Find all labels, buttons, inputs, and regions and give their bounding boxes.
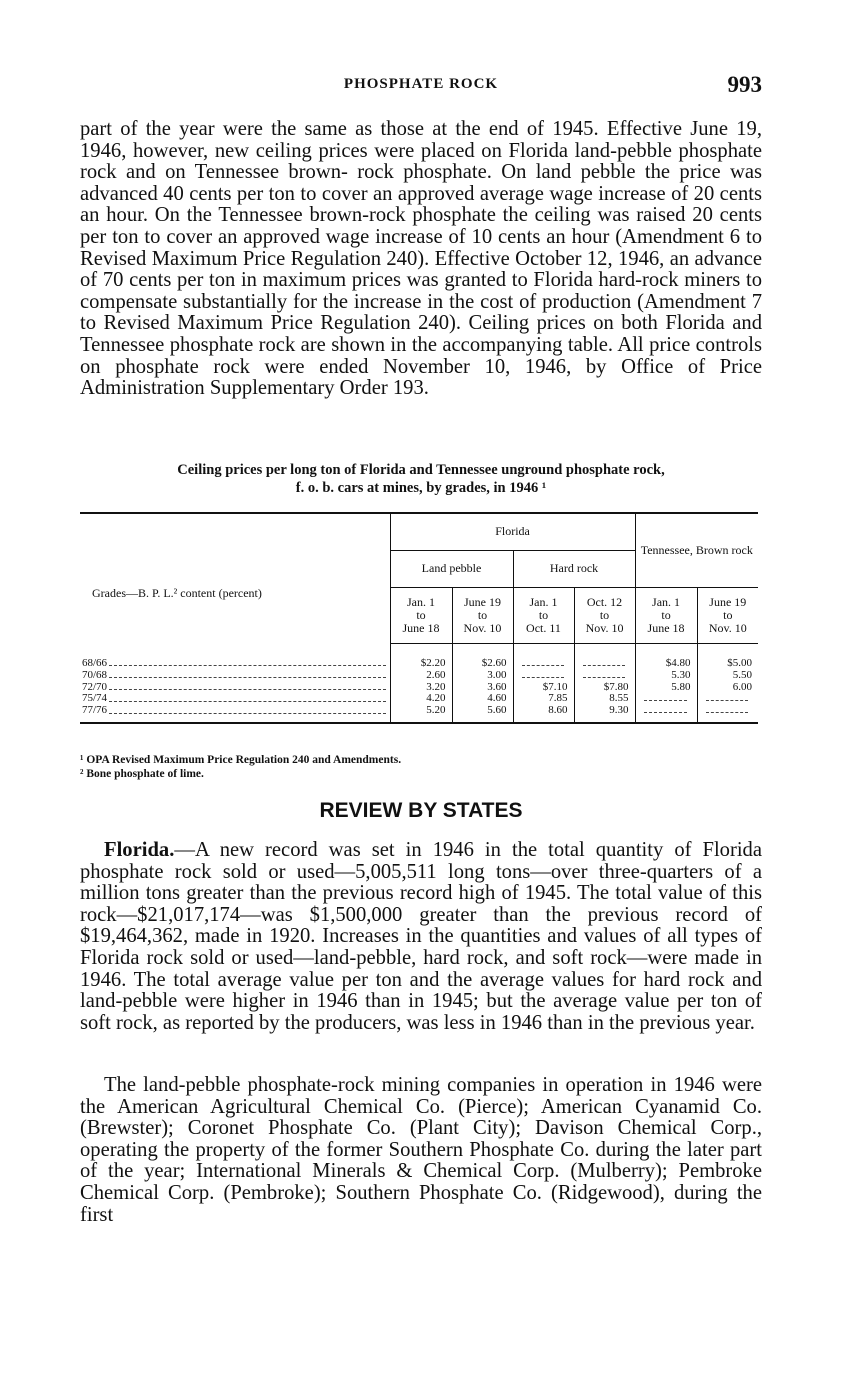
period-header-line: Jan. 1 <box>407 594 435 609</box>
footnote-2: ² Bone phosphate of lime. <box>80 768 204 780</box>
period-header-line: June 19 <box>709 594 747 609</box>
period-header-line: to <box>661 607 671 622</box>
period-header-line: Nov. 10 <box>708 620 747 635</box>
table-row <box>80 643 758 670</box>
price-cell: 8.55 <box>574 693 635 705</box>
table-caption <box>80 461 762 497</box>
grade-label: 77/76 <box>82 705 108 717</box>
price-cell <box>697 705 758 723</box>
period-header-line: Nov. 10 <box>463 620 502 635</box>
price-cell: $2.20 <box>390 643 452 670</box>
section-title: REVIEW BY STATES <box>319 799 523 822</box>
footnote-1: ¹ OPA Revised Maximum Price Regulation 240 and Amendments. <box>80 754 402 766</box>
price-cell: 5.20 <box>390 705 452 723</box>
price-cell: 5.50 <box>697 670 758 682</box>
period-header-line: Oct. 11 <box>526 620 561 635</box>
price-cell: 3.00 <box>452 670 513 682</box>
period-header-line: to <box>723 607 733 622</box>
grade-cell <box>80 693 390 705</box>
grade-cell <box>80 643 390 670</box>
period-header <box>697 587 758 643</box>
period-header-line: to <box>477 607 488 622</box>
running-head: PHOSPHATE ROCK <box>343 76 499 92</box>
period-header-line: Nov. 10 <box>585 620 624 635</box>
empty-dash <box>644 693 687 701</box>
price-cell: 5.60 <box>452 705 513 723</box>
price-cell: $4.80 <box>635 643 697 670</box>
paragraph-land-pebble-companies: The land-pebble phosphate-rock mining companies in operation in 1946 were the American Agricultural Chemical Co. (Pierce); American Cyanamid Co. (Brewster); Coronet Phosphate Co. (Plant City); Davison Chemical Corp., operating the property of the former Southern Phosphate Co. during the later part of the year; International Minerals & Chemical Corp. (Mulberry); Pembroke Chemical Corp. (Pembroke); Southern Phosphate Co. (Ridgewood), during the first <box>80 1074 762 1226</box>
price-cell: 3.60 <box>452 682 513 694</box>
period-header <box>513 587 574 643</box>
paragraph-florida-body: —A new record was set in 1946 in the total quantity of Florida phosphate rock sold or used—5,005,511 long tons—over three-quarters of a million tons greater than the previous record high of 1945. The total value of this rock—$21,017,174—was $1,500,000 greater than the previous record of $19,464,362, made in 1920. Increases in the quantities and values of all types of Florida rock sold or used—land-pebble, hard rock, and soft rock—were made in 1946. The total average value per ton and the average values for hard rock and land-pebble were higher in 1946 than in 1945; but the average value per ton of soft rock, as reported by the producers, was less in 1946 than in the previous year. <box>80 839 762 1034</box>
period-header-line: Jan. 1 <box>529 594 558 609</box>
price-cell <box>574 643 635 670</box>
grade-cell <box>80 705 390 723</box>
price-cell: $7.10 <box>513 682 574 694</box>
empty-dash <box>522 658 564 666</box>
grade-cell <box>80 670 390 682</box>
period-header <box>452 587 513 643</box>
price-cell: 7.85 <box>513 693 574 705</box>
table-row <box>80 693 758 705</box>
grade-cell <box>80 682 390 694</box>
paragraph-price-controls: part of the year were the same as those at the end of 1945. Effective June 19, 1946, however, new ceiling prices were placed on Florida land-pebble phosphate rock and on Tennessee brown- rock phosphate. On land pebble the price was advanced 40 cents per ton to cover an approved average wage increase of 20 cents an hour. On the Tennessee brown-rock phosphate the ceiling was raised 20 cents per ton to cover an approved wage increase of 10 cents an hour (Amendment 6 to Revised Maximum Price Regulation 240). Effective October 12, 1946, an advance of 70 cents per ton in maximum prices was granted to Florida hard-rock miners to compensate substantially for the increase in the cost of production (Amendment 7 to Revised Maximum Price Regulation 240). Ceiling prices on both Florida and Tennessee phosphate rock are shown in the accompanying table. All price controls on phosphate rock were ended November 10, 1946, by Office of Price Administration Supplementary Order 193. <box>80 118 762 400</box>
col-subgroup-hard-rock: Hard rock <box>513 550 635 587</box>
empty-dash <box>583 658 625 666</box>
grade-label: 68/66 <box>82 657 108 669</box>
dot-leader <box>109 677 385 678</box>
table-caption-line2: f. o. b. cars at mines, by grades, in 1946 ¹ <box>295 480 547 496</box>
price-cell: 5.30 <box>635 670 697 682</box>
period-header <box>390 587 452 643</box>
table-row <box>80 705 758 723</box>
price-cell <box>513 670 574 682</box>
price-cell: 4.20 <box>390 693 452 705</box>
price-cell <box>635 693 697 705</box>
dot-leader <box>109 701 385 702</box>
col-subgroup-land-pebble: Land pebble <box>390 550 513 587</box>
price-cell: 8.60 <box>513 705 574 723</box>
period-header-line: Oct. 12 <box>586 594 623 609</box>
empty-dash <box>706 705 749 713</box>
table-row <box>80 682 758 694</box>
stub-header: Grades—B. P. L.² content (percent) <box>80 513 390 643</box>
price-cell: 3.20 <box>390 682 452 694</box>
table-row <box>80 670 758 682</box>
page-header <box>80 72 762 102</box>
price-cell: $7.80 <box>574 682 635 694</box>
empty-dash <box>583 670 625 678</box>
col-group-florida: Florida <box>390 513 635 550</box>
price-cell: 6.00 <box>697 682 758 694</box>
period-header-line: Jan. 1 <box>652 594 681 609</box>
dot-leader <box>109 665 385 666</box>
table-caption-line1: Ceiling prices per long ton of Florida and Tennessee unground phosphate rock, <box>177 462 665 478</box>
period-header-line: to <box>416 607 426 622</box>
price-cell: 2.60 <box>390 670 452 682</box>
grade-label: 70/68 <box>82 669 108 681</box>
paragraph-lead-in: Florida. <box>104 839 175 861</box>
empty-dash <box>644 705 687 713</box>
empty-dash <box>706 693 749 701</box>
period-header-line: to <box>599 607 610 622</box>
period-header <box>574 587 635 643</box>
empty-dash <box>522 670 564 678</box>
period-header <box>635 587 697 643</box>
period-header-line: June 19 <box>464 594 501 609</box>
price-cell: 5.80 <box>635 682 697 694</box>
dot-leader <box>109 713 385 714</box>
period-header-line: June 18 <box>647 620 685 635</box>
price-cell <box>635 705 697 723</box>
ceiling-price-table <box>80 512 758 724</box>
price-cell <box>513 643 574 670</box>
grade-label: 75/74 <box>82 693 108 705</box>
price-cell <box>574 670 635 682</box>
dot-leader <box>109 689 385 690</box>
price-cell <box>697 693 758 705</box>
period-header-line: to <box>538 607 549 622</box>
price-cell: 4.60 <box>452 693 513 705</box>
paragraph-florida <box>80 840 762 1034</box>
grade-label: 72/70 <box>82 681 108 693</box>
col-group-tennessee: Tennessee, Brown rock <box>635 513 758 587</box>
price-cell: $5.00 <box>697 643 758 670</box>
page-number: 993 <box>727 72 762 97</box>
period-header-line: June 18 <box>402 620 440 635</box>
price-cell: $2.60 <box>452 643 513 670</box>
price-cell: 9.30 <box>574 705 635 723</box>
